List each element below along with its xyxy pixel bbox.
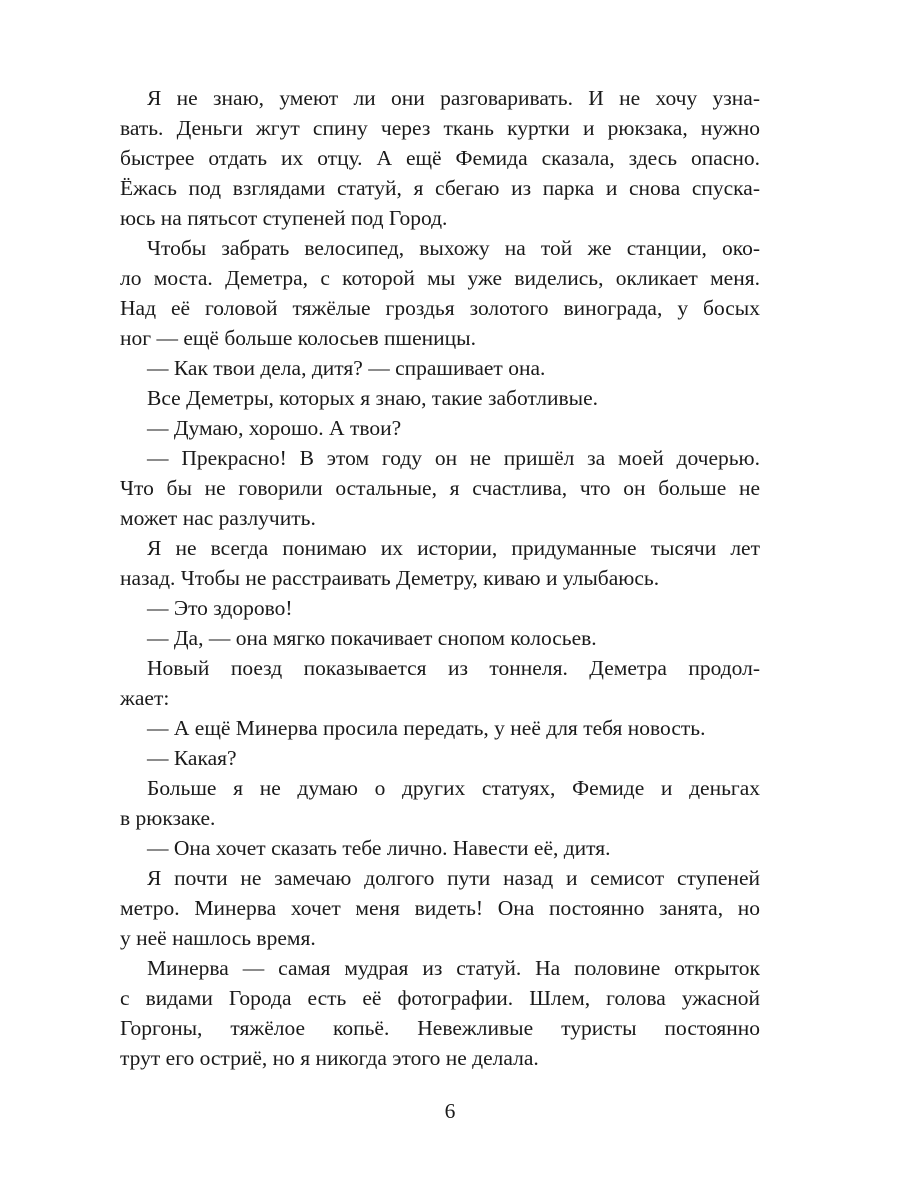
- text-line: юсь на пятьсот ступеней под Город.: [120, 206, 448, 230]
- text-line: в рюкзаке.: [120, 806, 216, 830]
- text-line: — А ещё Минерва просила передать, у неё для тебя новость.: [147, 716, 706, 740]
- text-line: Новый поезд показывается из тоннеля. Деметра продол-: [147, 656, 760, 680]
- text-line: — Да, — она мягко покачивает снопом колосьев.: [147, 626, 597, 650]
- text-line: — Какая?: [147, 746, 237, 770]
- text-line: может нас разлучить.: [120, 506, 316, 530]
- text-line: трут его остриё, но я никогда этого не делала.: [120, 1046, 539, 1070]
- text-line: Все Деметры, которых я знаю, такие заботливые.: [147, 386, 599, 410]
- text-line: Чтобы забрать велосипед, выхожу на той же станции, око-: [147, 236, 760, 260]
- text-line: Я не знаю, умеют ли они разговаривать. И не хочу узна-: [147, 86, 760, 110]
- text-line: жает:: [120, 686, 170, 710]
- text-line: — Как твои дела, дитя? — спрашивает она.: [147, 356, 546, 380]
- text-line: — Думаю, хорошо. А твои?: [147, 416, 402, 440]
- text-line: вать. Деньги жгут спину через ткань куртки и рюкзака, нужно: [120, 116, 760, 140]
- text-line: — Прекрасно! В этом году он не пришёл за моей дочерью.: [147, 446, 760, 470]
- text-line: Больше я не думаю о других статуях, Фемиде и деньгах: [147, 776, 760, 800]
- text-line: с видами Города есть её фотографии. Шлем, голова ужасной: [120, 986, 760, 1010]
- text-line: метро. Минерва хочет меня видеть! Она постоянно занята, но: [120, 896, 760, 920]
- text-line: — Она хочет сказать тебе лично. Навести её, дитя.: [147, 836, 611, 860]
- text-line: быстрее отдать их отцу. А ещё Фемида сказала, здесь опасно.: [120, 146, 760, 170]
- text-line: ло моста. Деметра, с которой мы уже виделись, окликает меня.: [120, 266, 760, 290]
- text-line: Горгоны, тяжёлое копьё. Невежливые туристы постоянно: [120, 1016, 760, 1040]
- text-line: Ёжась под взглядами статуй, я сбегаю из парка и снова спуска-: [120, 176, 760, 200]
- text-line: ног — ещё больше колосьев пшеницы.: [120, 326, 476, 350]
- text-line: Я не всегда понимаю их истории, придуманные тысячи лет: [147, 536, 760, 560]
- page-number: 6: [444, 1099, 456, 1123]
- text-line: Над её головой тяжёлые гроздья золотого винограда, у босых: [120, 296, 760, 320]
- text-line: — Это здорово!: [147, 596, 293, 620]
- text-line: Что бы не говорили остальные, я счастлива, что он больше не: [120, 476, 760, 500]
- text-line: у неё нашлось время.: [120, 926, 316, 950]
- text-line: назад. Чтобы не расстраивать Деметру, киваю и улыбаюсь.: [120, 566, 660, 590]
- text-line: Минерва — самая мудрая из статуй. На половине открыток: [147, 956, 760, 980]
- text-line: Я почти не замечаю долгого пути назад и семисот ступеней: [147, 866, 760, 890]
